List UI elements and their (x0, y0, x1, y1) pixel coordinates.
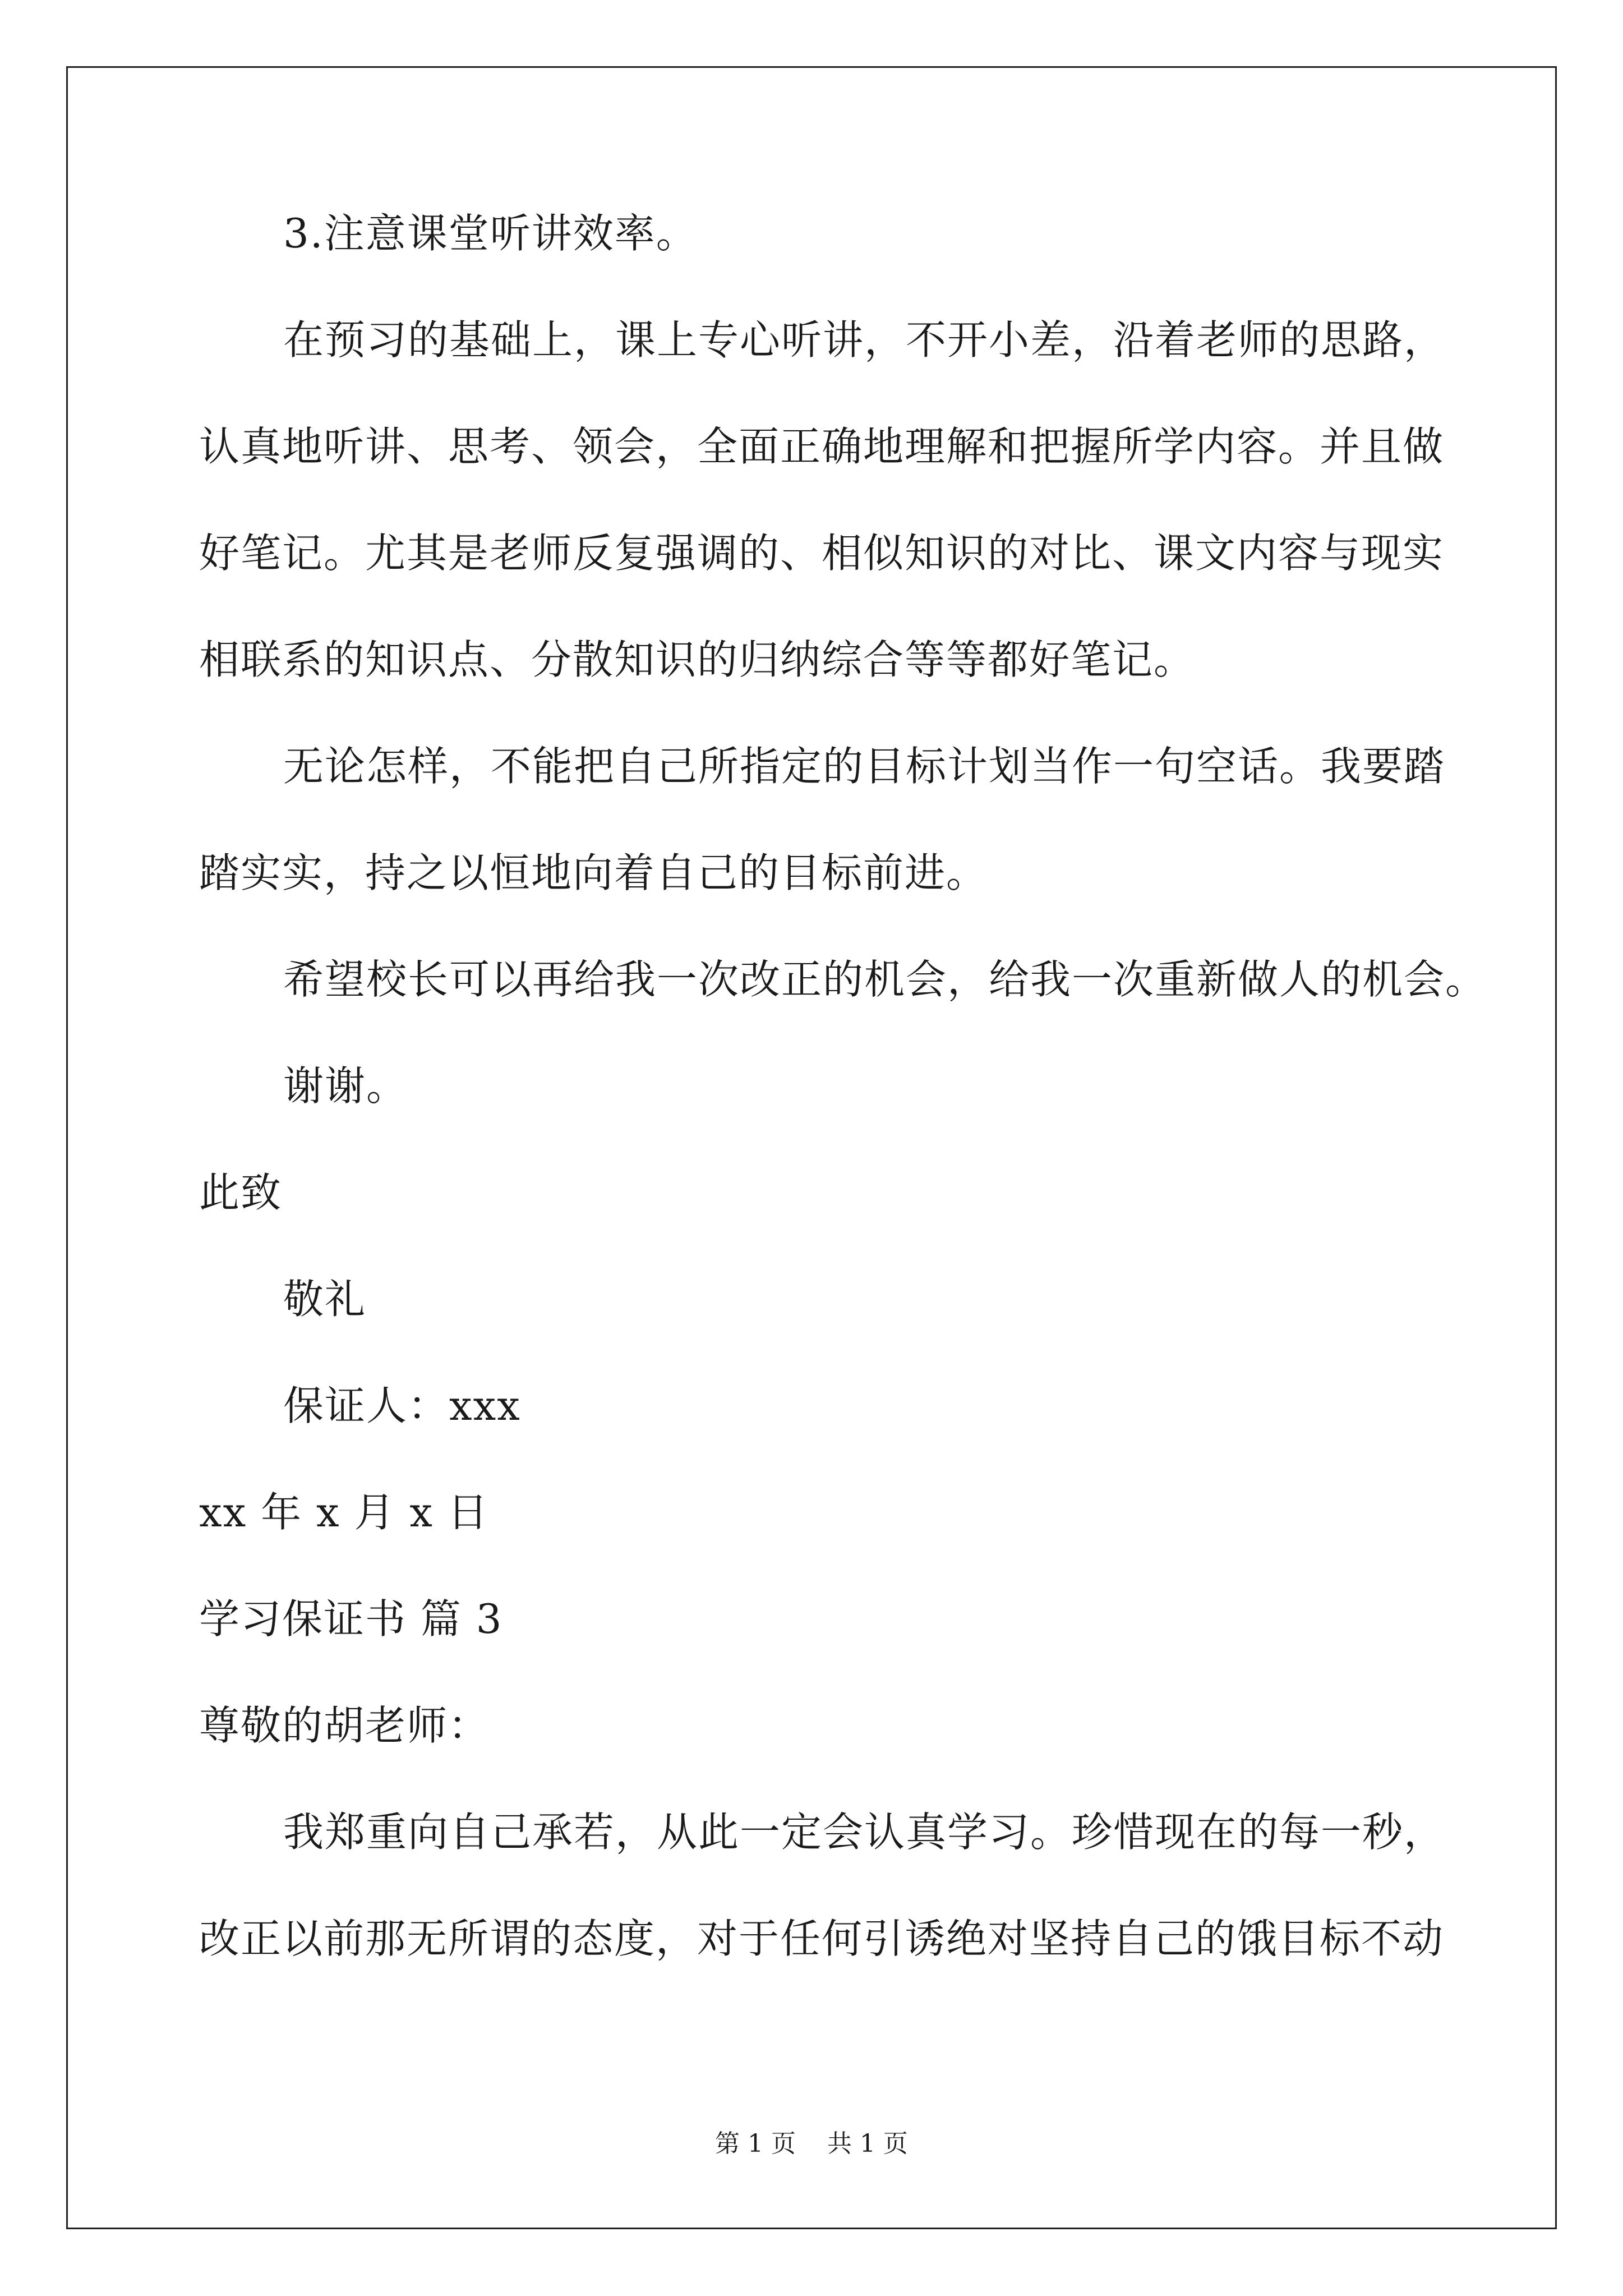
paragraph-line: 在预习的基础上，课上专心听讲，不开小差，沿着老师的思路， (283, 316, 1446, 364)
paragraph-line: 改正以前那无所谓的态度，对于任何引诱绝对坚持自己的饿目标不动 (199, 1915, 1445, 1962)
paragraph-line: 无论怎样，不能把自己所指定的目标计划当作一句空话。我要踏 (283, 743, 1446, 790)
signatory: 保证人：xxx (283, 1382, 521, 1429)
paragraph-line: 3.注意课堂听讲效率。 (283, 210, 698, 257)
closing-regards: 敬礼 (283, 1276, 367, 1323)
page-number: 第 1 页 共 1 页 (715, 2129, 908, 2158)
paragraph-line: 踏实实，持之以恒地向着自己的目标前进。 (199, 849, 988, 896)
paragraph-line: 相联系的知识点、分散知识的归纳综合等等都好笔记。 (199, 636, 1196, 683)
date-line: xx 年 x 月 x 日 (199, 1489, 489, 1536)
paragraph-line: 谢谢。 (283, 1062, 408, 1110)
paragraph-line: 希望校长可以再给我一次改正的机会，给我一次重新做人的机会。 (283, 956, 1487, 1003)
section-title: 学习保证书 篇 3 (199, 1595, 503, 1642)
paragraph-line: 好笔记。尤其是老师反复强调的、相似知识的对比、课文内容与现实 (199, 530, 1445, 577)
greeting: 尊敬的胡老师： (199, 1702, 490, 1749)
closing-salutation: 此致 (199, 1169, 283, 1216)
paragraph-line: 认真地听讲、思考、领会，全面正确地理解和把握所学内容。并且做 (199, 423, 1445, 470)
paragraph-line: 我郑重向自己承若，从此一定会认真学习。珍惜现在的每一秒， (283, 1809, 1446, 1856)
page-border (66, 66, 1557, 2229)
